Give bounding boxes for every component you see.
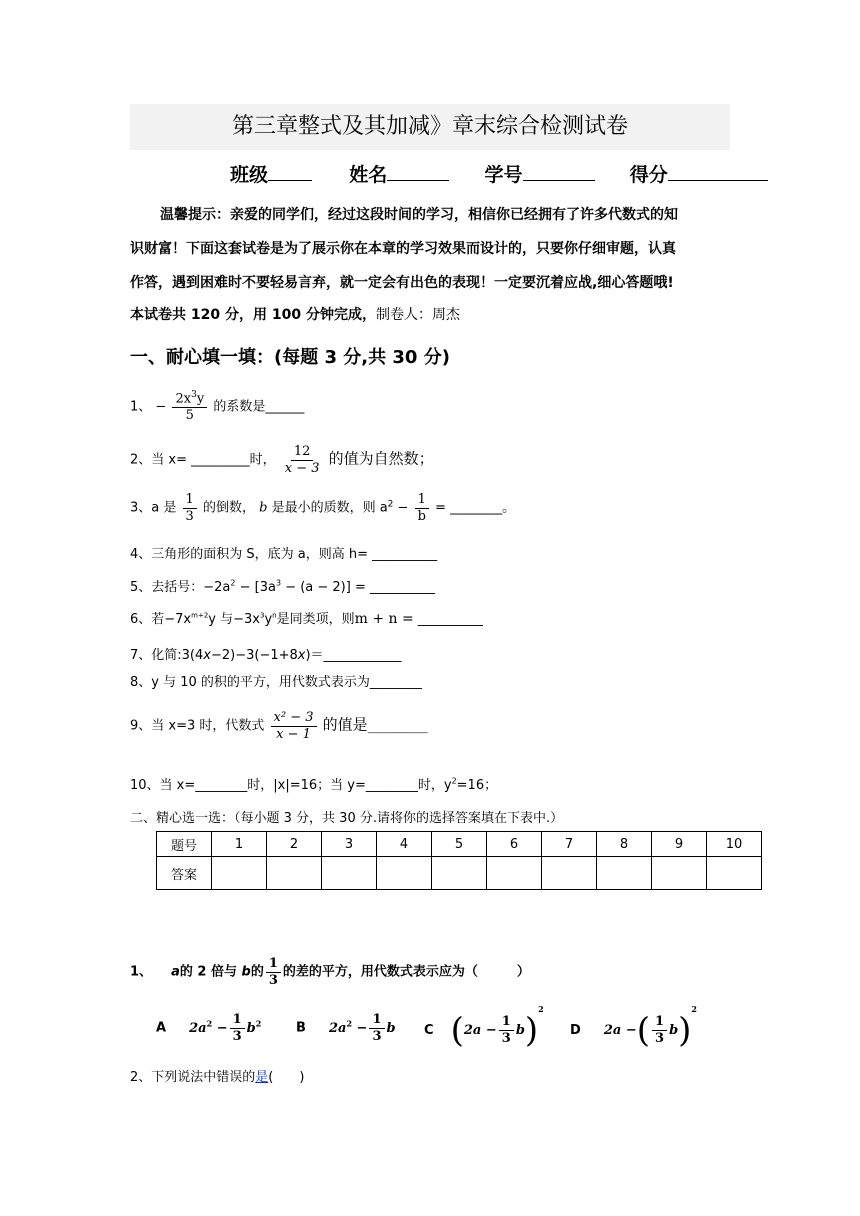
answer-cell-9[interactable]	[652, 857, 707, 890]
q2-numerator: 12	[291, 444, 314, 461]
choice-question-2	[130, 1066, 304, 1085]
option-a-label: A	[156, 1020, 167, 1036]
option-d-expr: 2a −( $\frac{1}{3}$ b)$^2$	[603, 1004, 697, 1051]
answer-table-answer-row	[157, 857, 762, 890]
cq1-number: 1、	[130, 964, 153, 980]
option-c-label: C	[424, 1023, 434, 1038]
cq1-numerator: 1	[266, 956, 281, 973]
table-col-8: 8	[597, 832, 652, 857]
q7-text-3: )＝____________	[305, 648, 402, 663]
tip-line-4b: 制卷人：周杰	[375, 307, 460, 323]
q6-text-3: y	[264, 612, 273, 627]
q3-fraction-1	[183, 492, 197, 524]
option-b-label: B	[296, 1020, 306, 1036]
answer-cell-8[interactable]	[597, 857, 652, 890]
q3-denominator-2: b	[417, 508, 426, 524]
q3-minus: −	[393, 500, 413, 516]
tip-line-4	[130, 304, 740, 324]
tip-line-2: 识财富！下面这套试卷是为了展示你在本章的学习效果而设计的，只要你仔细审题，认真	[130, 241, 676, 257]
cq1-text-4: 的	[250, 964, 264, 980]
cq1-fraction	[266, 956, 281, 988]
q6-exponent-1: m+2	[191, 611, 209, 620]
answer-cell-4[interactable]	[377, 857, 432, 890]
q9-prefix: 9、当 x=3 时，代数式	[130, 718, 265, 734]
q10-text-2: =16；	[456, 778, 498, 793]
cq2-link[interactable]: 是	[255, 1070, 269, 1085]
answer-cell-3[interactable]	[322, 857, 377, 890]
name-blank[interactable]	[387, 161, 449, 181]
question-2	[130, 444, 434, 476]
cq1-text-5: 的差的平方，用代数式表示应为（ ）	[282, 964, 530, 980]
answer-cell-6[interactable]	[487, 857, 542, 890]
tip-line-1: 温馨提示：亲爱的同学们，经过这段时间的学习，相信你已经拥有了许多代数式的知	[160, 207, 678, 223]
answer-cell-10[interactable]	[707, 857, 762, 890]
class-label: 班级	[230, 164, 269, 186]
question-6	[130, 608, 483, 627]
student-info-row	[230, 160, 768, 187]
q7-text-2: −2)−3(−1+8	[210, 648, 298, 663]
table-col-7: 7	[542, 832, 597, 857]
q10-text-1: 10、当 x=________时，|x|=16；当 y=________时，y	[130, 778, 452, 793]
table-header-label: 题号	[157, 832, 212, 857]
q1-fraction	[172, 390, 207, 424]
score-blank[interactable]	[668, 161, 768, 181]
question-4: 4、三角形的面积为 S，底为 a，则高 h= __________	[130, 547, 438, 562]
cq2-prefix: 2、下列说法中错误的	[130, 1070, 256, 1085]
cq1-denominator: 3	[268, 972, 278, 988]
choice-question-1	[130, 956, 530, 988]
table-col-6: 6	[487, 832, 542, 857]
q1-minus: −	[155, 399, 167, 415]
option-a-expr: $2a^2$ − $\frac{1}{3}$ $b^2$	[189, 1012, 262, 1044]
q3-fraction-2	[415, 492, 429, 524]
option-d[interactable]	[570, 1004, 697, 1051]
option-a[interactable]	[156, 1012, 261, 1044]
option-c-expr: (2a − $\frac{1}{3}$ b)$^2$	[450, 1004, 544, 1051]
cq1-text-2: 的 2 倍与	[179, 964, 237, 980]
q5-text-1: 5、去括号：−2a	[130, 580, 231, 595]
q2-prefix: 2、当 x= _________时，	[130, 452, 276, 468]
table-answer-label: 答案	[157, 857, 212, 890]
q1-numerator: 2x	[175, 391, 192, 407]
cq1-a: a	[171, 964, 180, 980]
q2-fraction	[282, 444, 323, 476]
table-col-4: 4	[377, 832, 432, 857]
q1-suffix: 的系数是______	[213, 399, 305, 415]
q9-suffix: 的值是________	[322, 715, 428, 734]
q5-exponent-2: 3	[275, 578, 282, 588]
q9-denominator: x − 1	[276, 726, 311, 742]
option-b-expr: $2a^2$ − $\frac{1}{3}$ b	[328, 1012, 396, 1044]
question-7	[130, 644, 402, 663]
question-5	[130, 576, 435, 595]
answer-cell-2[interactable]	[267, 857, 322, 890]
q5-text-2: − [3a	[235, 580, 276, 595]
cq2-suffix: ( )	[268, 1070, 305, 1085]
q3-numerator-1: 1	[183, 492, 197, 509]
id-label: 学号	[484, 164, 523, 186]
q10-exponent: 2	[451, 776, 457, 786]
q3-mid-1: 的倒数，	[202, 500, 255, 516]
q1-exponent: 3	[191, 390, 197, 400]
q3-b: b	[259, 500, 268, 516]
section1-heading: 一、耐心填一填：(每题 3 分,共 30 分)	[130, 347, 450, 368]
q7-x-2: x	[297, 648, 306, 663]
q2-suffix: 的值为自然数；	[328, 449, 434, 468]
tip-line-3: 作答，遇到困难时不要轻易言弃，就一定会有出色的表现！一定要沉着应战,细心答题哦!	[130, 275, 674, 291]
option-b[interactable]	[296, 1012, 396, 1044]
table-col-3: 3	[322, 832, 377, 857]
answer-cell-1[interactable]	[212, 857, 267, 890]
q6-text-1: 6、若−7x	[130, 612, 192, 627]
cq1-b: b	[241, 964, 251, 980]
q6-text-2: y 与−3x	[208, 612, 260, 627]
question-3	[130, 492, 515, 524]
question-10	[130, 774, 497, 793]
q5-exponent-1: 2	[230, 578, 236, 588]
table-col-9: 9	[652, 832, 707, 857]
name-label: 姓名	[349, 164, 388, 186]
q1-denominator: 5	[185, 407, 194, 423]
class-blank[interactable]	[268, 161, 312, 181]
q2-denominator: x − 3	[284, 460, 320, 476]
q3-prefix: 3、a 是	[130, 500, 177, 516]
q3-denominator-1: 3	[185, 508, 194, 524]
question-9	[130, 710, 428, 742]
q1-number: 1、	[130, 399, 152, 415]
q3-exponent: 2	[387, 499, 394, 510]
question-8: 8、y 与 10 的积的平方，用代数式表示为________	[130, 675, 422, 690]
q6-exponent-2: 3	[259, 611, 265, 620]
option-c[interactable]	[424, 1004, 544, 1051]
page-title: 第三章整式及其加减》章末综合检测试卷	[231, 114, 628, 139]
answer-cell-7[interactable]	[542, 857, 597, 890]
q6-suffix: __________	[413, 612, 483, 627]
score-label: 得分	[629, 164, 668, 186]
id-blank[interactable]	[523, 161, 595, 181]
q3-suffix: = ________。	[435, 500, 516, 516]
tip-line-4a: 本试卷共 120 分，用 100 分钟完成，	[130, 307, 376, 323]
q7-x-1: x	[203, 648, 211, 663]
section2-heading: 二、精心选一选：（每小题 3 分，共 30 分.请将你的选择答案填在下表中.）	[130, 811, 564, 826]
question-1	[130, 390, 304, 424]
table-col-2: 2	[267, 832, 322, 857]
answer-table-header-row	[157, 832, 762, 857]
q1-numerator-y: y	[196, 391, 205, 407]
q3-mid-2: 是最小的质数，则 a	[271, 500, 388, 516]
option-d-label: D	[570, 1023, 581, 1038]
q9-fraction	[271, 710, 317, 742]
q3-numerator-2: 1	[415, 492, 429, 509]
table-col-10: 10	[707, 832, 762, 857]
q6-text-4: 是同类项，则	[276, 612, 355, 627]
answer-cell-5[interactable]	[432, 857, 487, 890]
table-col-1: 1	[212, 832, 267, 857]
q9-numerator: x² − 3	[271, 710, 317, 727]
table-col-5: 5	[432, 832, 487, 857]
q6-m-plus-n: m + n =	[354, 611, 414, 627]
q5-text-3: − (a − 2)] = __________	[281, 580, 435, 595]
q7-text-1: 7、化简:3(4	[130, 648, 204, 663]
answer-table	[156, 831, 762, 890]
q6-exponent-3: n	[272, 611, 277, 620]
